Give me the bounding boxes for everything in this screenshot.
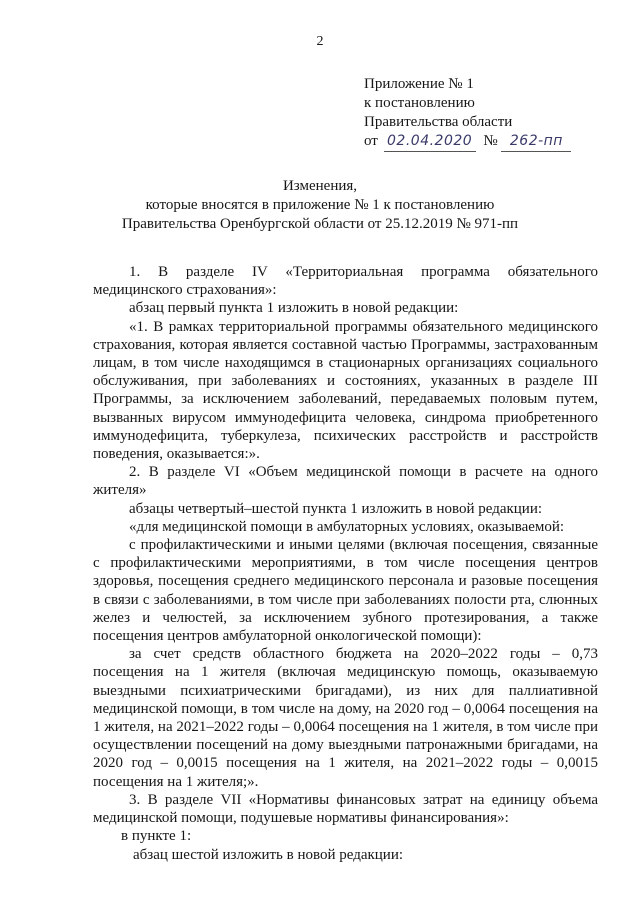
number-prefix: №	[483, 133, 498, 149]
annex-block	[364, 75, 571, 152]
title-line-1: Изменения,	[282, 178, 358, 194]
paragraph: абзацы четвертый–шестой пункта 1 изложить в новой редакции:	[129, 500, 543, 517]
handwritten-number: 262-пп	[501, 132, 571, 152]
title-line-2: которые вносятся в приложение № 1 к постановлению	[145, 197, 495, 213]
annex-line-1: Приложение № 1	[364, 76, 474, 92]
date-prefix: от	[364, 133, 378, 149]
annex-date-line	[364, 132, 571, 152]
paragraph: в пункте 1:	[121, 828, 192, 845]
paragraph: 1. В разделе IV «Территориальная программа обязательного медицинского страхования»:	[93, 264, 598, 299]
paragraph: за счет средств областного бюджета на 2020–2022 годы – 0,73 посещения на 1 жителя (включая медицинскую помощь, оказываемую выездными психиатрическими бригадами), из них для паллиативной медицинской помощи, в том числе на дому, на 2020 год – 0,0064 посещения на 1 жителя, на 2021–2022 годы – 0,0064 посещения на 1 жителя, в том числе при осуществлении посещений на дому выездными патронажными бригадами, на 2020 год – 0,0015 посещения на 1 жителя, на 2021–2022 годы – 0,0015 посещения на 1 жителя;».	[93, 646, 598, 790]
annex-line-2: к постановлению	[364, 95, 475, 111]
paragraph: «для медицинской помощи в амбулаторных условиях, оказываемой:	[129, 518, 565, 535]
paragraph: абзац первый пункта 1 изложить в новой редакции:	[129, 300, 459, 317]
paragraph: с профилактическими и иными целями (включая посещения, связанные с профилактическими мероприятиями, в том числе посещения центров здоровья, посещения среднего медицинского персонала и разовые посещения в связи с заболеваниями, в том числе при заболеваниях полости рта, слюнных желез и челюстей, за исключением зубного протезирования, а также посещения центров амбулаторной онкологической помощи):	[93, 537, 598, 645]
annex-line-3: Правительства области	[364, 114, 513, 130]
paragraph: 3. В разделе VII «Нормативы финансовых затрат на единицу объема медицинской помощи, подушевые нормативы финансирования»:	[93, 791, 598, 827]
document-body	[93, 263, 598, 864]
document-title	[0, 177, 640, 234]
page-number: 2	[316, 34, 324, 49]
paragraph: 2. В разделе VI «Объем медицинской помощи в расчете на одного жителя»	[93, 464, 598, 499]
handwritten-date: 02.04.2020	[384, 132, 476, 152]
title-line-3: Правительства Оренбургской области от 25.12.2019 № 971-пп	[121, 216, 519, 232]
paragraph: абзац шестой изложить в новой редакции:	[133, 846, 404, 863]
paragraph: «1. В рамках территориальной программы обязательного медицинского страхования, которая является составной частью Программы, застрахованным лицам, в том числе находящимся в стационарных организациях социального обслуживания, при заболеваниях и состояниях, указанных в разделе III Программы, за исключением заболеваний, передаваемых половым путем, вызванных вирусом иммунодефицита человека, синдрома приобретенного иммунодефицита, туберкулеза, психических расстройств и расстройств поведения, оказывается:».	[93, 318, 598, 463]
